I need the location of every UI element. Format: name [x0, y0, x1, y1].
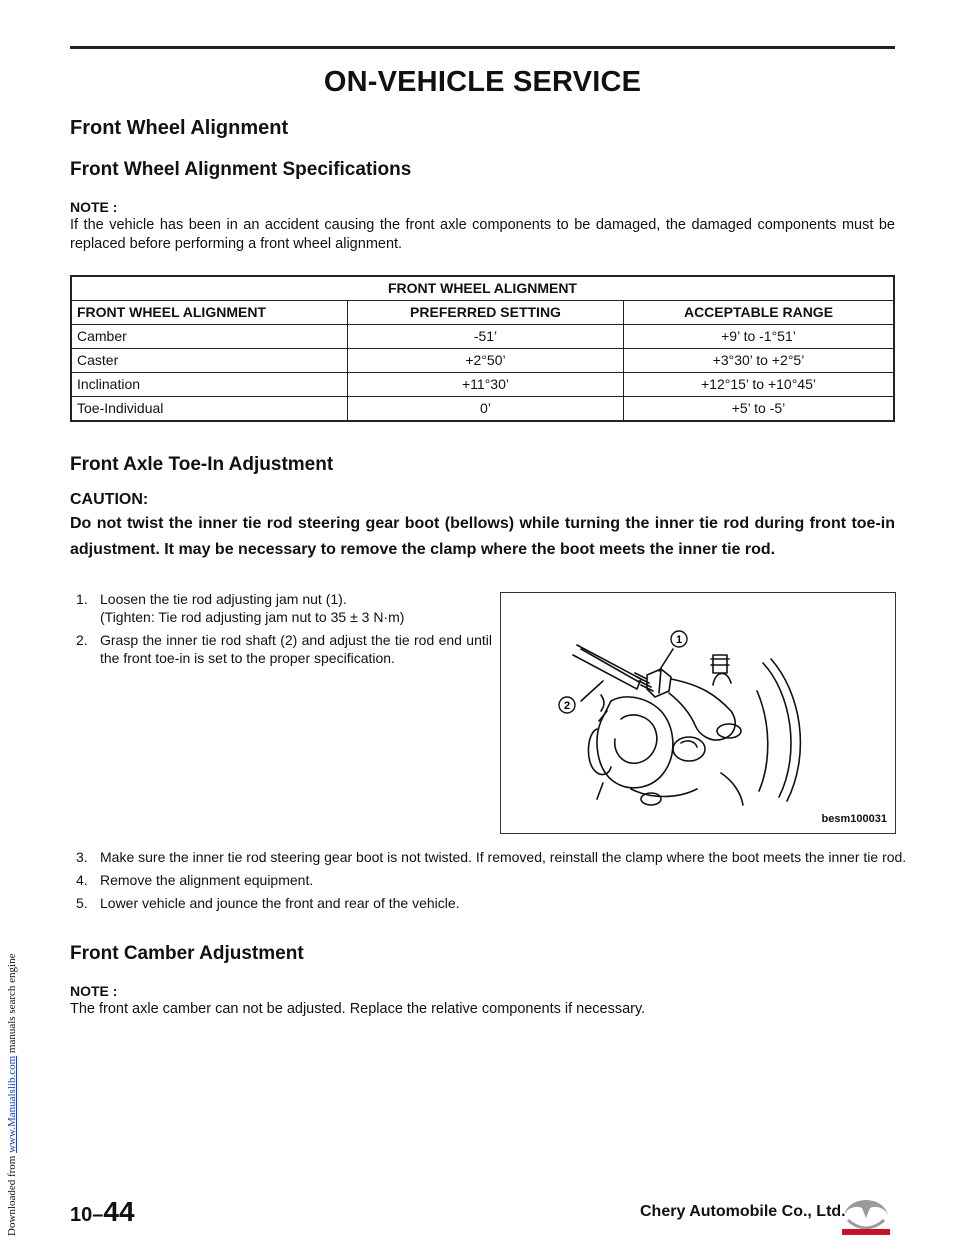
camber-note-label: NOTE : [70, 983, 118, 999]
page-number [70, 1196, 135, 1228]
camber-title: Front Camber Adjustment [70, 943, 304, 964]
step-text: Loosen the tie rod adjusting jam nut (1). [100, 591, 347, 607]
note-label: NOTE : [70, 199, 118, 215]
page-title: ON-VEHICLE SERVICE [323, 66, 642, 98]
row-preferred: -51’ [348, 325, 624, 349]
list-item [70, 631, 492, 667]
table-header-row [71, 301, 894, 325]
table-caption-row [71, 276, 894, 301]
list-item [70, 894, 925, 912]
camber-note-text: The front axle camber can not be adjusted. Replace the relative components if necessary. [70, 1001, 646, 1017]
step-text: Lower vehicle and jounce the front and rear of the vehicle. [100, 895, 460, 911]
tie-rod-figure [500, 592, 896, 834]
callout-2: 2 [563, 700, 571, 712]
row-preferred: 0’ [348, 397, 624, 422]
manualslib-link[interactable]: www.Manualslib.com [6, 1055, 18, 1153]
row-range: +12°15’ to +10°45’ [624, 373, 895, 397]
step-number: 1. [76, 591, 88, 607]
note-text: If the vehicle has been in an accident causing the front axle components to be damaged, the damaged components must be replaced before performing a front wheel alignment. [70, 217, 895, 252]
row-range: +9’ to -1°51’ [624, 325, 895, 349]
step-text: Grasp the inner tie rod shaft (2) and adjust the tie rod end until the front toe-in is set to the proper specification. [100, 632, 492, 666]
header-rule [70, 46, 895, 49]
table-row [71, 349, 894, 373]
section-title: Front Wheel Alignment [70, 117, 289, 139]
toe-in-title: Front Axle Toe-In Adjustment [70, 454, 334, 475]
row-label: Toe-Individual [71, 397, 348, 422]
header-alignment: FRONT WHEEL ALIGNMENT [71, 301, 348, 325]
alignment-spec-table [70, 275, 895, 422]
header-preferred: PREFERRED SETTING [348, 301, 624, 325]
step-number: 5. [76, 895, 88, 911]
table-row [71, 397, 894, 422]
step-subtext: (Tighten: Tie rod adjusting jam nut to 35 ± 3 N·m) [100, 609, 405, 625]
tie-rod-illustration [501, 593, 895, 833]
step-number: 2. [76, 632, 88, 648]
step-number: 4. [76, 872, 88, 888]
company-name: Chery Automobile Co., Ltd. [640, 1203, 846, 1220]
header-acceptable: ACCEPTABLE RANGE [624, 301, 895, 325]
row-label: Caster [71, 349, 348, 373]
figure-id: besm100031 [821, 813, 887, 825]
row-preferred: +11°30’ [348, 373, 624, 397]
steps-list-b [70, 848, 925, 917]
step-number: 3. [76, 849, 88, 865]
section-subtitle: Front Wheel Alignment Specifications [70, 159, 412, 180]
caution-text: Do not twist the inner tie rod steering gear boot (bellows) while turning the inner tie rod during front toe-in adjustment. It may be necessary to remove the clamp where the boot meets the inner tie rod. [70, 515, 895, 558]
row-range: +3°30’ to +2°5’ [624, 349, 895, 373]
row-range: +5’ to -5’ [624, 397, 895, 422]
list-item [70, 590, 492, 626]
steps-list-a [70, 590, 492, 672]
page-num: 44 [103, 1196, 135, 1227]
chery-logo-icon [836, 1196, 896, 1236]
step-text: Make sure the inner tie rod steering gear boot is not twisted. If removed, reinstall the clamp where the boot meets the inner tie rod. [100, 849, 907, 865]
list-item [70, 871, 925, 889]
table-row [71, 373, 894, 397]
list-item [70, 848, 925, 866]
callout-1: 1 [675, 634, 683, 646]
caution-label: CAUTION: [70, 491, 149, 508]
watermark-suffix: manuals search engine [6, 953, 18, 1056]
table-row [71, 325, 894, 349]
watermark-prefix: Downloaded from [6, 1152, 18, 1236]
step-text: Remove the alignment equipment. [100, 872, 314, 888]
section-code: 10– [70, 1204, 104, 1226]
table-caption: FRONT WHEEL ALIGNMENT [71, 276, 894, 301]
download-watermark [6, 954, 18, 1236]
row-preferred: +2°50’ [348, 349, 624, 373]
row-label: Inclination [71, 373, 348, 397]
row-label: Camber [71, 325, 348, 349]
